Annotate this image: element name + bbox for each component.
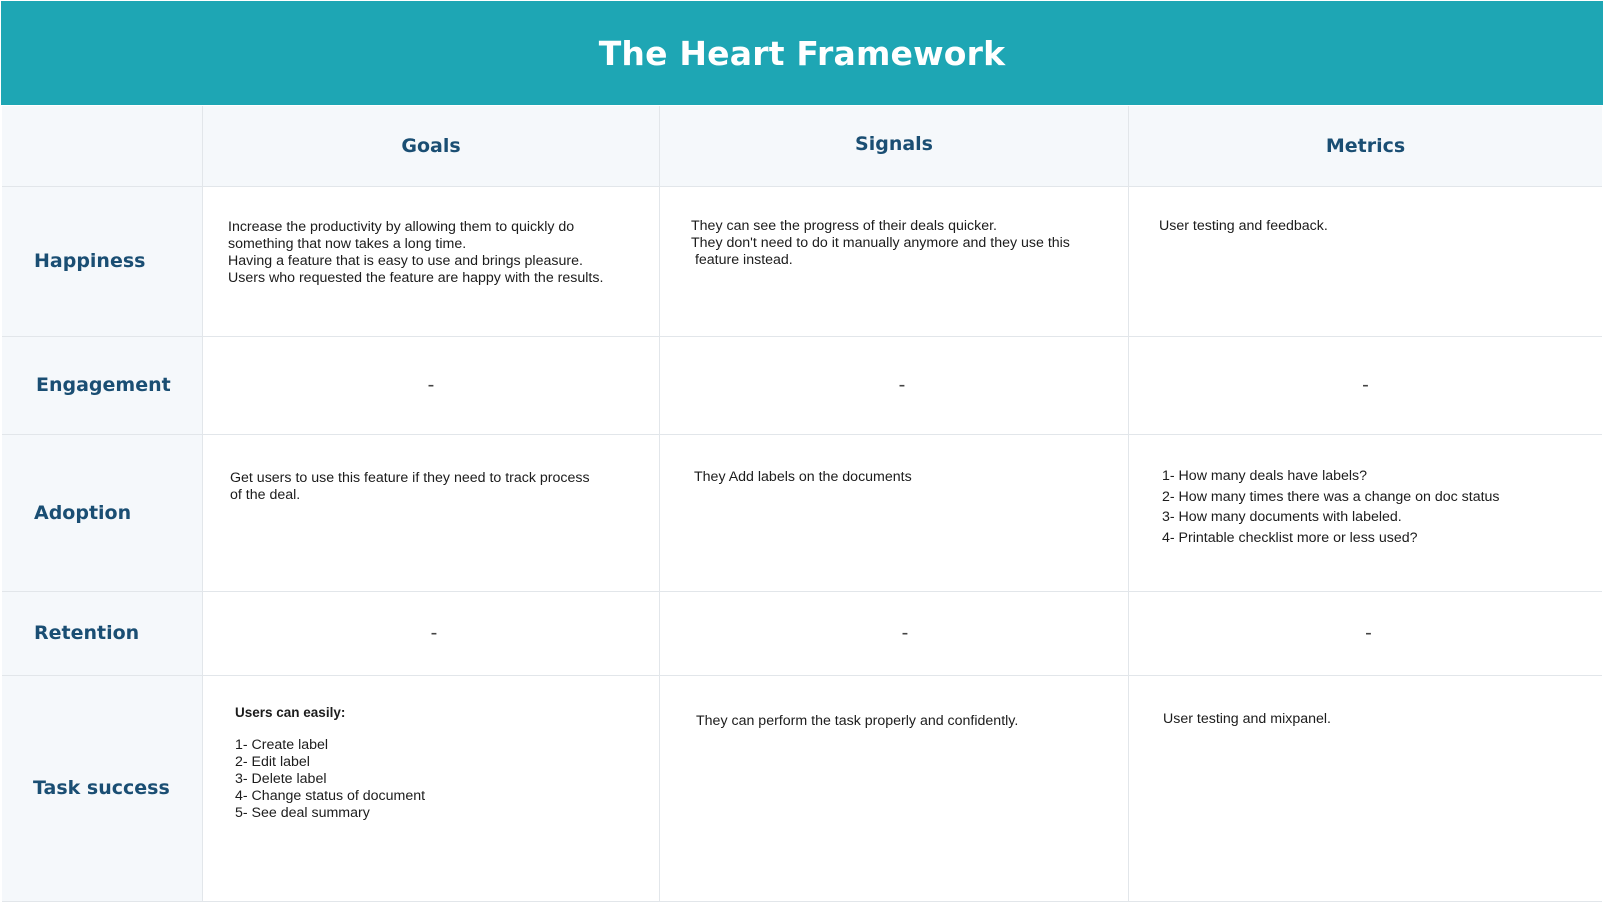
happiness-goals-line: Users who requested the feature are happy with the results. <box>228 270 604 286</box>
title-banner <box>1 1 1603 105</box>
task-success-goals-item: 5- See deal summary <box>235 805 370 821</box>
column-header-signals: Signals <box>660 106 1129 187</box>
happiness-goals-cell <box>203 187 660 337</box>
adoption-metrics-item: 2- How many times there was a change on doc status <box>1162 488 1500 505</box>
column-header-metrics: Metrics <box>1129 106 1602 187</box>
task-success-metrics-cell <box>1129 676 1602 902</box>
task-success-metrics-line: User testing and mixpanel. <box>1163 711 1331 727</box>
task-success-signals-cell <box>660 676 1129 902</box>
task-success-goals-item: 3- Delete label <box>235 771 327 787</box>
retention-signals-cell: - <box>660 592 1129 676</box>
task-success-signals-line: They can perform the task properly and confidently. <box>696 713 1019 729</box>
adoption-goals-line: of the deal. <box>230 487 301 503</box>
happiness-goals-line: Having a feature that is easy to use and brings pleasure. <box>228 253 583 269</box>
task-success-goals-item: 4- Change status of document <box>235 788 426 804</box>
row-label-retention: Retention <box>2 592 203 676</box>
column-header-goals: Goals <box>203 106 660 187</box>
adoption-signals-cell <box>660 435 1129 592</box>
engagement-goals-cell: - <box>203 337 660 435</box>
row-label-task-success: Task success <box>2 676 203 902</box>
adoption-goals-cell <box>203 435 660 592</box>
happiness-goals-line: Increase the productivity by allowing them to quickly do <box>228 219 575 235</box>
happiness-signals-line: They can see the progress of their deals quicker. <box>691 218 997 234</box>
framework-table <box>2 106 1602 902</box>
adoption-metrics-cell <box>1129 435 1602 592</box>
retention-goals-cell: - <box>203 592 660 676</box>
task-success-goals-item: 2- Edit label <box>235 754 310 770</box>
adoption-signals-line: They Add labels on the documents <box>694 469 912 485</box>
engagement-signals-cell: - <box>660 337 1129 435</box>
table-corner <box>2 106 203 187</box>
row-label-happiness: Happiness <box>2 187 203 337</box>
adoption-goals-line: Get users to use this feature if they need to track process <box>230 470 590 486</box>
task-success-goals-cell <box>203 676 660 902</box>
task-success-goals-item: 1- Create label <box>235 737 329 753</box>
happiness-signals-line: feature instead. <box>691 252 793 268</box>
happiness-signals-line: They don't need to do it manually anymore and they use this <box>691 235 1070 251</box>
retention-metrics-cell: - <box>1129 592 1602 676</box>
adoption-metrics-item: 1- How many deals have labels? <box>1162 468 1368 484</box>
adoption-metrics-item: 3- How many documents with labeled. <box>1162 509 1402 525</box>
task-success-goals-heading: Users can easily: <box>235 705 346 720</box>
happiness-goals-line: something that now takes a long time. <box>228 236 467 252</box>
happiness-metrics-cell <box>1129 187 1602 337</box>
row-label-engagement: Engagement <box>2 337 203 435</box>
page-title: The Heart Framework <box>598 33 1006 73</box>
task-success-goals-spacer <box>235 721 639 737</box>
adoption-metrics-item: 4- Printable checklist more or less used? <box>1162 529 1418 546</box>
happiness-signals-cell <box>660 187 1129 337</box>
happiness-metrics-line: User testing and feedback. <box>1159 218 1328 234</box>
engagement-metrics-cell: - <box>1129 337 1602 435</box>
row-label-adoption: Adoption <box>2 435 203 592</box>
